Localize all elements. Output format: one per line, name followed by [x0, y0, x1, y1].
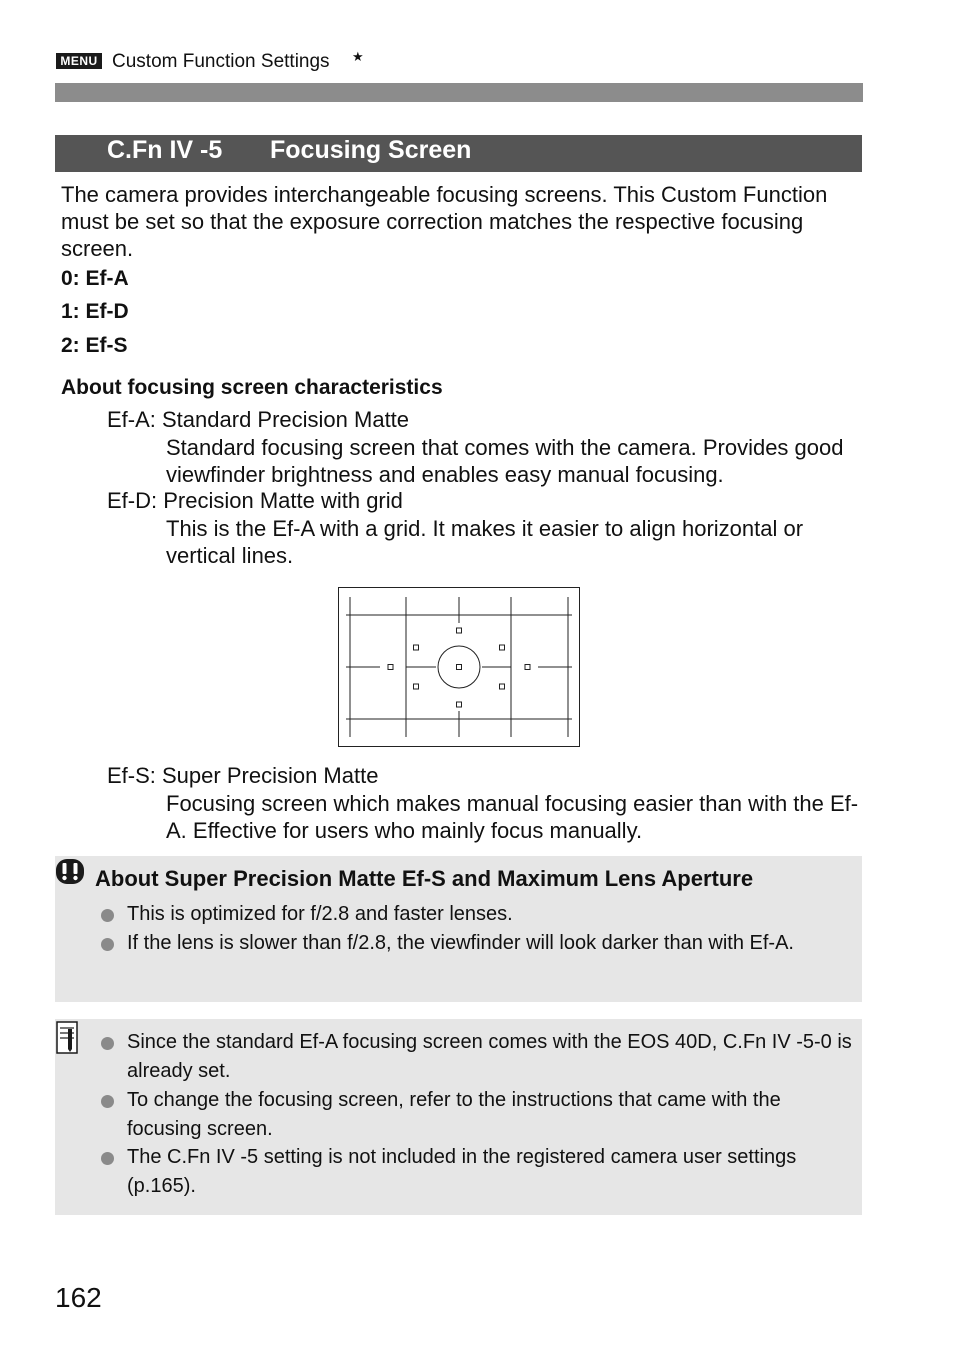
focusing-screen-grid-diagram [338, 587, 580, 747]
menu-icon [56, 53, 102, 69]
option-1: 1: Ef-D [61, 300, 129, 323]
option-0: 0: Ef-A [61, 267, 129, 290]
page-number: 162 [55, 1282, 102, 1313]
breadcrumb: Custom Function Settings [112, 51, 330, 72]
note-bullet-3: The C.Fn IV -5 setting is not included in the registered camera user settings (p.165). [127, 1146, 797, 1197]
note-bullet-2: To change the focusing screen, refer to the instructions that came with the focusing screen. [127, 1089, 781, 1140]
intro-paragraph: The camera provides interchangeable focusing screens. This Custom Function must be set so that the exposure correction matches the respective focusing screen. [61, 182, 828, 261]
bullet-icon [101, 909, 114, 922]
star-icon: ★ [352, 49, 364, 64]
efd-description: This is the Ef-A with a grid. It makes it easier to align horizontal or vertical lines. [166, 516, 804, 568]
caution-bullet-1: This is optimized for f/2.8 and faster lenses. [127, 903, 513, 925]
exclamation-icon [55, 858, 85, 886]
section-code: C.Fn IV -5 [107, 136, 223, 164]
option-2: 2: Ef-S [61, 334, 128, 357]
bullet-icon [101, 938, 114, 951]
section-title: Focusing Screen [270, 136, 472, 164]
note-bullet-1: Since the standard Ef-A focusing screen comes with the EOS 40D, C.Fn IV -5-0 is already set. [127, 1031, 852, 1082]
efs-term: Ef-S: Super Precision Matte [107, 763, 379, 788]
efa-term: Ef-A: Standard Precision Matte [107, 407, 410, 432]
efa-description: Standard focusing screen that comes with the camera. Provides good viewfinder brightness and enables easy manual focusing. [166, 435, 844, 487]
characteristics-heading: About focusing screen characteristics [61, 376, 443, 399]
bullet-icon [101, 1037, 114, 1050]
header-rule [55, 83, 863, 102]
caution-bullet-2: If the lens is slower than f/2.8, the viewfinder will look darker than with Ef-A. [127, 932, 794, 954]
bullet-icon [101, 1152, 114, 1165]
section-heading-bar [55, 135, 862, 172]
efd-term: Ef-D: Precision Matte with grid [107, 488, 403, 513]
bullet-icon [101, 1095, 114, 1108]
caution-title: About Super Precision Matte Ef-S and Maximum Lens Aperture [95, 866, 754, 891]
menu-badge-text: MENU [60, 54, 98, 68]
efs-description: Focusing screen which makes manual focusing easier than with the Ef-A. Effective for users who mainly focus manually. [166, 791, 859, 843]
memo-icon [56, 1021, 80, 1055]
